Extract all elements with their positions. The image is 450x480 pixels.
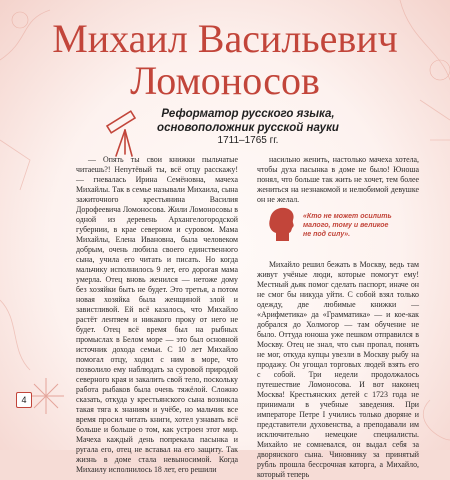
right-column-bottom <box>257 260 419 480</box>
compass-icon <box>28 378 64 414</box>
subtitle: Реформатор русского языка, основоположник русской науки <box>157 108 339 134</box>
right-bottom-text: Михайло решил бежать в Москву, ведь там живут учёные люди, которые помогут ему! Местный дьяк помог сделать паспорт, иначе он не смог бы никуда уйти. С собой взял только одежду, две любимые книжки — «Арифметика» да «Грамматика» — и кое-как добрался до Холмогор — там обучение не было. Оттуда юноша уже пешком отправился в Москву. Отец не знал, что сын пропал, понять не мог, откуда купцы увезли в Москву рыбу на продажу. Он угощал торговых людей взять его с собой. Три недели продолжалось путешествие Ломоносова. И вот наконец Москва! Крестьянских детей с 1723 года не принимали в учебные заведения. При императоре Петре I учились только дворяне и представители духовенства, а преподавали им исключительно немецкие специалисты. Михайло не сомневался, он выдал себя за дворянского сына. Чиновнику за принятый рубль прошла бессрочная каторга, а Михайло, который теперь <box>257 260 419 479</box>
page-title-line2: Ломоносов <box>130 58 320 103</box>
telescope-icon <box>100 100 145 160</box>
page-title-line1: Михаил Васильевич <box>52 16 398 61</box>
silhouette-icon <box>266 205 298 243</box>
page-number: 4 <box>16 392 32 408</box>
right-top-text: насильно женить, настолько мачеха хотела, чтобы духа пасынка в доме не было! Юноша понял, что больше так жить не хочет, тем более жениться на незнакомой и нелюбимой девушке он не желал. <box>257 155 419 204</box>
left-column-text: — Опять ты свои книжки пыльчатые читаешь?! Непутёвый ты, всё отцу расскажу! — гневалась Ирина Семёновна, мачеха Михайлы. Так в семье называли Михаила, сына зажиточного крестьянина Василия Дорофеевича Ломоносова. Жили Ломоносовы в одной из деревень Архангелогородской губернии, в крае северном и суровом. Мама Михайлы, Елена Ивановна, была человеком добрым, очень любила своего единственного сына, учила его читать и писать. Но когда мальчику исполнилось 9 лет, его дорогая мама умерла. Отец вновь женился — нетоже дому без хозяйки быть не будет. Это третья, а потом новая хозяйка была женщиной злой и завистливой. Ей всё казалось, что Михайло растёт лентяем и никакого проку от него не будет. Отец всё время был на рыбных промыслах в Белом море — это был основной источник дохода семьи. С 10 лет Михайло помогал отцу, ходил с ним в море, что позволило ему наблюдать за суровой природой северного края и закалить свой тело, поскольку работа рыбаков была очень тяжёлой. Сложно сказать, откуда у крестьянского сына возникла такая тяга к знаниям и учёбе, но мальчик все время просил читать книги, хотел узнавать всё больше и больше о том, как устроен этот мир. Мачеха каждый день попрекала пасынка и ругала его, отец не вставал на его защиту. Так жизнь в доме стала невыносимой. Когда Михаилу исполнилось 18 лет, его решили <box>76 155 238 474</box>
right-column-top <box>257 155 419 205</box>
left-column <box>76 155 238 475</box>
life-years: 1711–1765 гг. <box>217 135 279 146</box>
quote-text: «Кто не может осилить малого, тому и великое не под силу». <box>303 213 392 238</box>
